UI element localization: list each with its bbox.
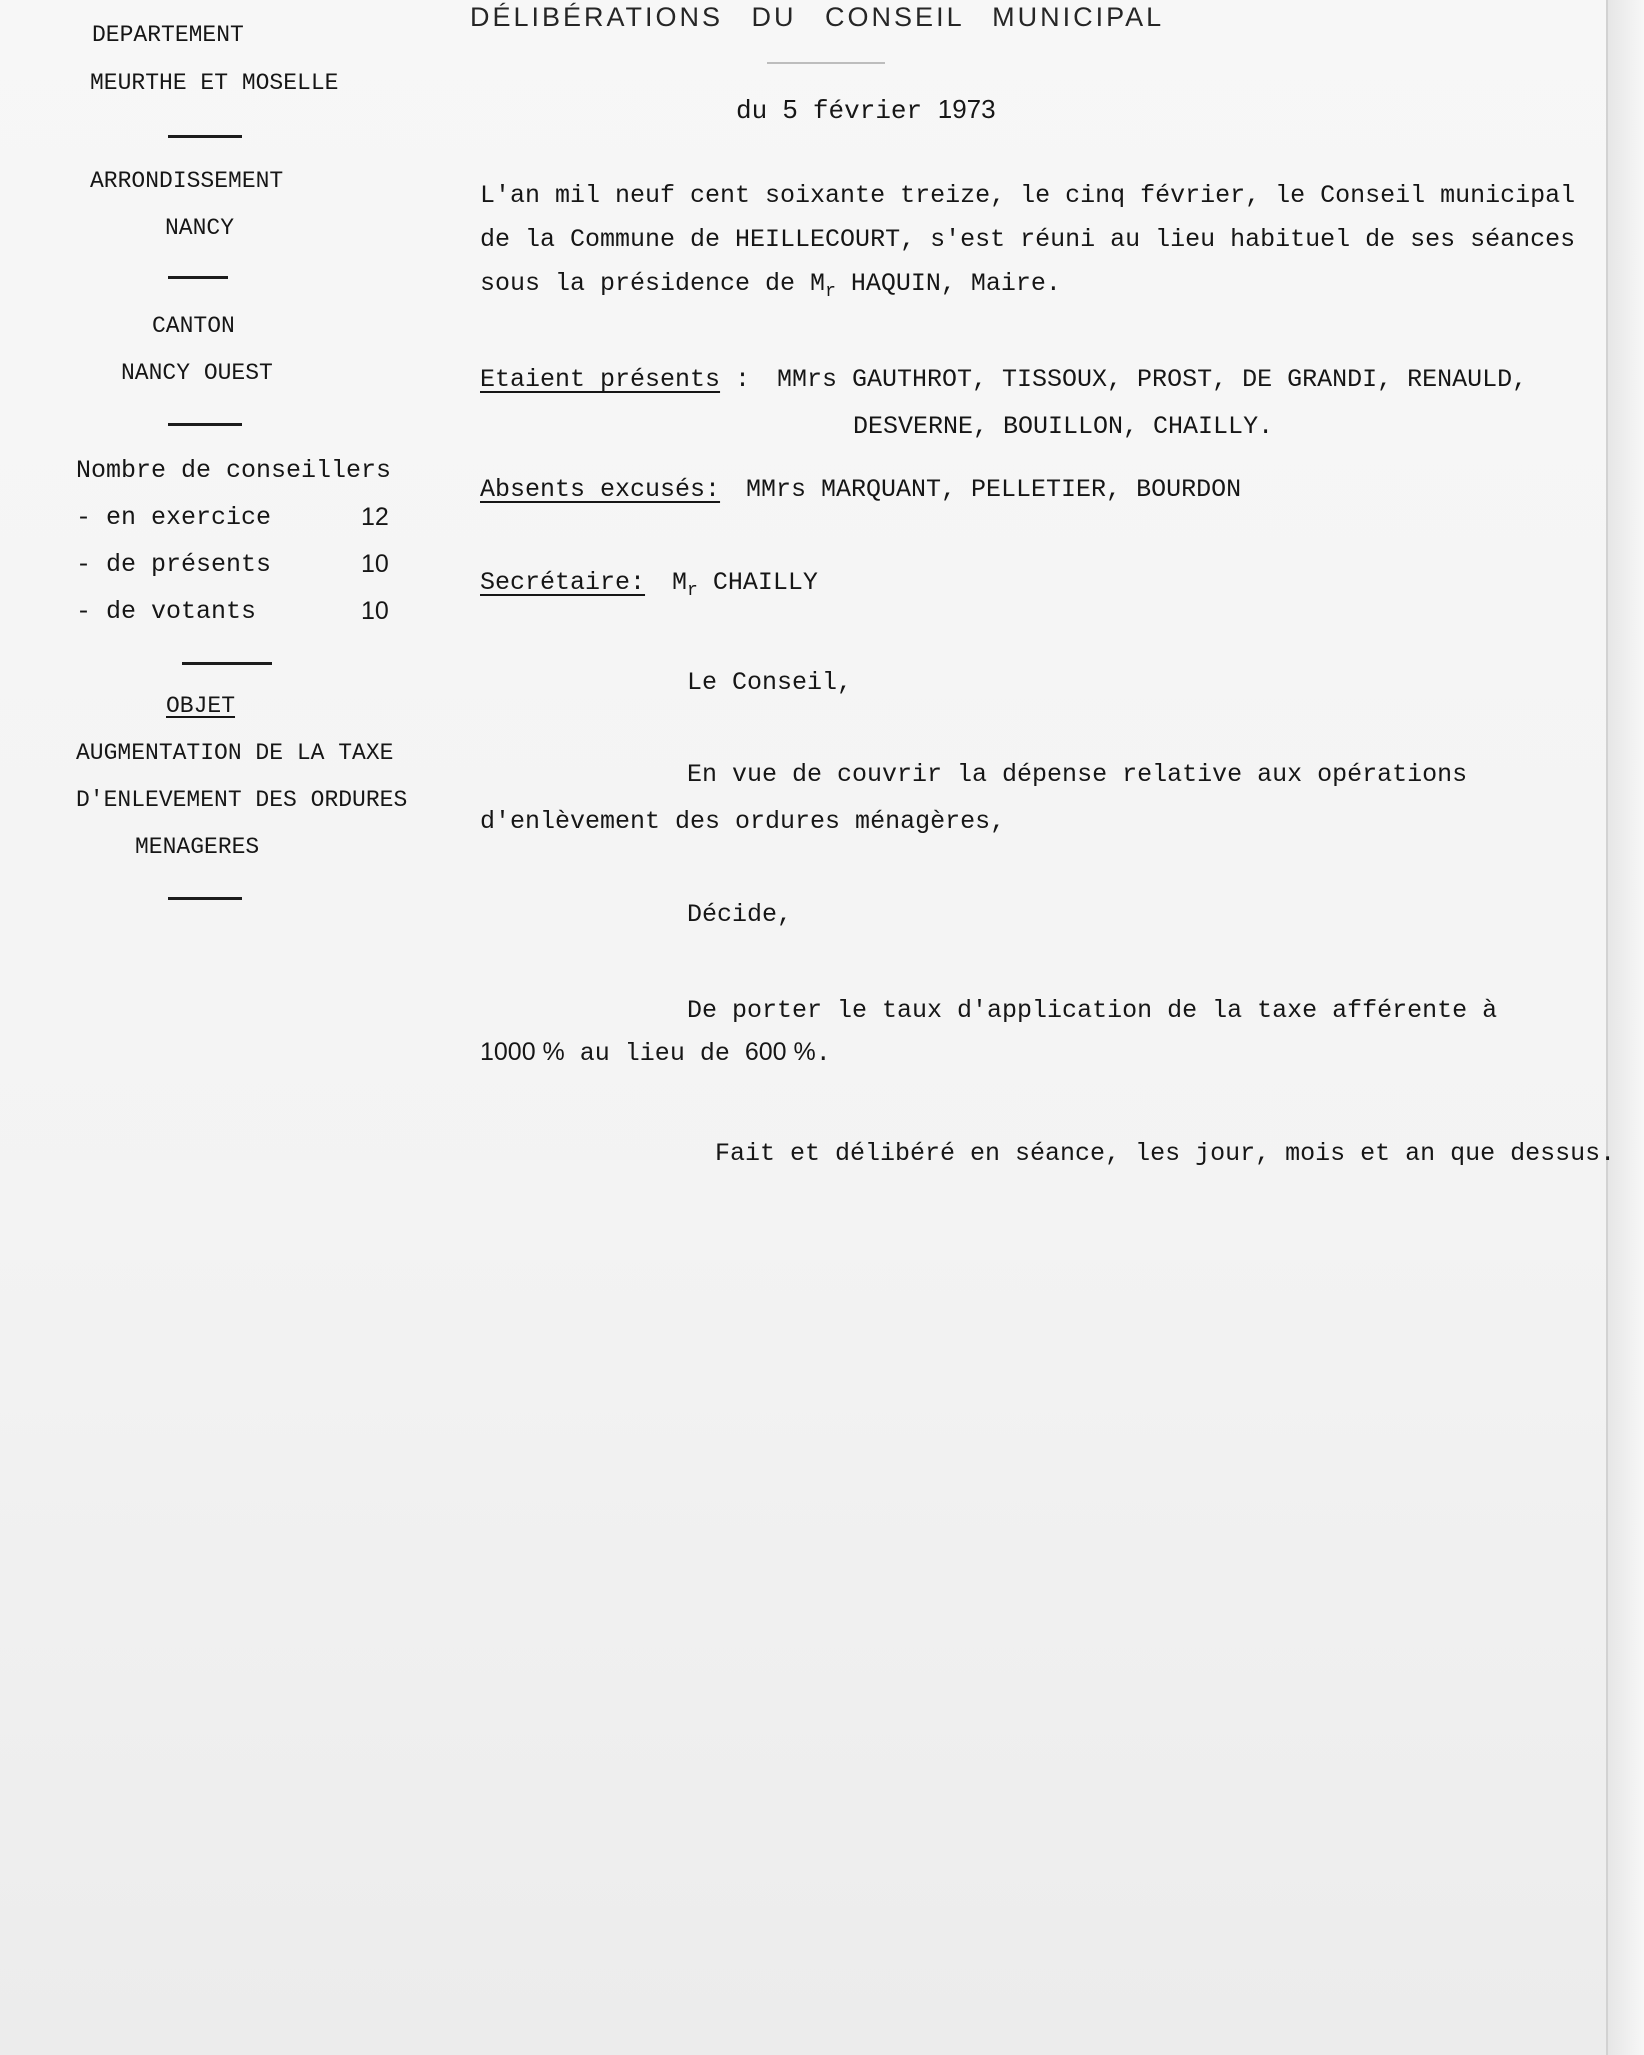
intro-suffix: HAQUIN, Maire.	[835, 269, 1061, 298]
secretaire-name	[672, 568, 818, 601]
intro-prefix: sous la présidence de M	[480, 269, 826, 298]
document-title: DÉLIBÉRATIONS DU CONSEIL MUNICIPAL	[470, 2, 1165, 32]
margin-rule	[168, 135, 242, 138]
vue-line: En vue de couvrir la dépense relative aux opérations	[687, 760, 1468, 789]
count-value: 10	[361, 550, 389, 578]
arrondissement-label: ARRONDISSEMENT	[90, 168, 284, 194]
count-label: - de présents	[76, 550, 272, 579]
intro-line	[480, 269, 1061, 302]
absents-line	[480, 475, 720, 504]
canton-label: CANTON	[152, 313, 235, 339]
page-edge	[1606, 0, 1644, 2055]
margin-rule	[168, 897, 242, 900]
porter-end: .	[815, 1039, 831, 1068]
margin-rule	[168, 276, 228, 279]
title-rule	[767, 62, 885, 64]
presents-label: Etaient présents	[480, 365, 721, 394]
objet-line: MENAGERES	[135, 834, 260, 860]
taux-new: 1000 %	[480, 1038, 565, 1066]
count-value: 12	[361, 503, 389, 531]
porter-line	[480, 1038, 831, 1068]
conseillers-label: Nombre de conseillers	[76, 456, 392, 485]
date-year: 1973	[937, 94, 996, 124]
presents-line	[480, 365, 750, 394]
date-month: février	[812, 96, 923, 126]
date-prefix: du	[736, 96, 768, 126]
objet-label: OBJET	[166, 693, 236, 719]
margin-rule	[182, 662, 272, 665]
taux-old: 600 %	[744, 1038, 816, 1066]
intro-line: L'an mil neuf cent soixante treize, le cinq février, le Conseil municipal	[480, 181, 1576, 210]
objet-line: D'ENLEVEMENT DES ORDURES	[76, 787, 408, 813]
meeting-date	[736, 94, 996, 126]
secretaire-label: Secrétaire:	[480, 568, 646, 597]
porter-line: De porter le taux d'application de la taxe afférente à	[687, 996, 1498, 1025]
departement-label: DEPARTEMENT	[92, 22, 244, 48]
count-label: - en exercice	[76, 503, 272, 532]
canton-value: NANCY OUEST	[121, 360, 273, 386]
secretaire-prefix: M	[672, 568, 688, 597]
count-en-exercice	[76, 503, 416, 532]
closing-formula: Fait et délibéré en séance, les jour, mois et an que dessus.	[715, 1139, 1616, 1168]
porter-mid: au lieu de	[564, 1039, 745, 1068]
secretaire-line	[480, 568, 645, 597]
vue-line: d'enlèvement des ordures ménagères,	[480, 807, 1006, 836]
secretaire-sub: r	[687, 581, 698, 601]
absents-names: MMrs MARQUANT, PELLETIER, BOURDON	[746, 475, 1242, 504]
presents-sep: :	[720, 365, 751, 394]
le-conseil: Le Conseil,	[687, 668, 853, 697]
intro-sub: r	[825, 282, 836, 302]
secretaire-surname: CHAILLY	[697, 568, 818, 597]
objet-line: AUGMENTATION DE LA TAXE	[76, 740, 394, 766]
count-votants	[76, 597, 416, 626]
decide: Décide,	[687, 900, 793, 929]
presents-names: DESVERNE, BOUILLON, CHAILLY.	[853, 412, 1274, 441]
count-label: - de votants	[76, 597, 257, 626]
absents-label: Absents excusés:	[480, 475, 721, 504]
margin-rule	[168, 423, 242, 426]
departement-value: MEURTHE ET MOSELLE	[90, 70, 339, 96]
intro-line: de la Commune de HEILLECOURT, s'est réuni au lieu habituel de ses séances	[480, 225, 1576, 254]
date-day: 5	[782, 94, 798, 124]
arrondissement-value: NANCY	[165, 215, 235, 241]
count-presents	[76, 550, 416, 579]
presents-names: MMrs GAUTHROT, TISSOUX, PROST, DE GRANDI, RENAULD,	[777, 365, 1528, 394]
count-value: 10	[361, 597, 389, 625]
